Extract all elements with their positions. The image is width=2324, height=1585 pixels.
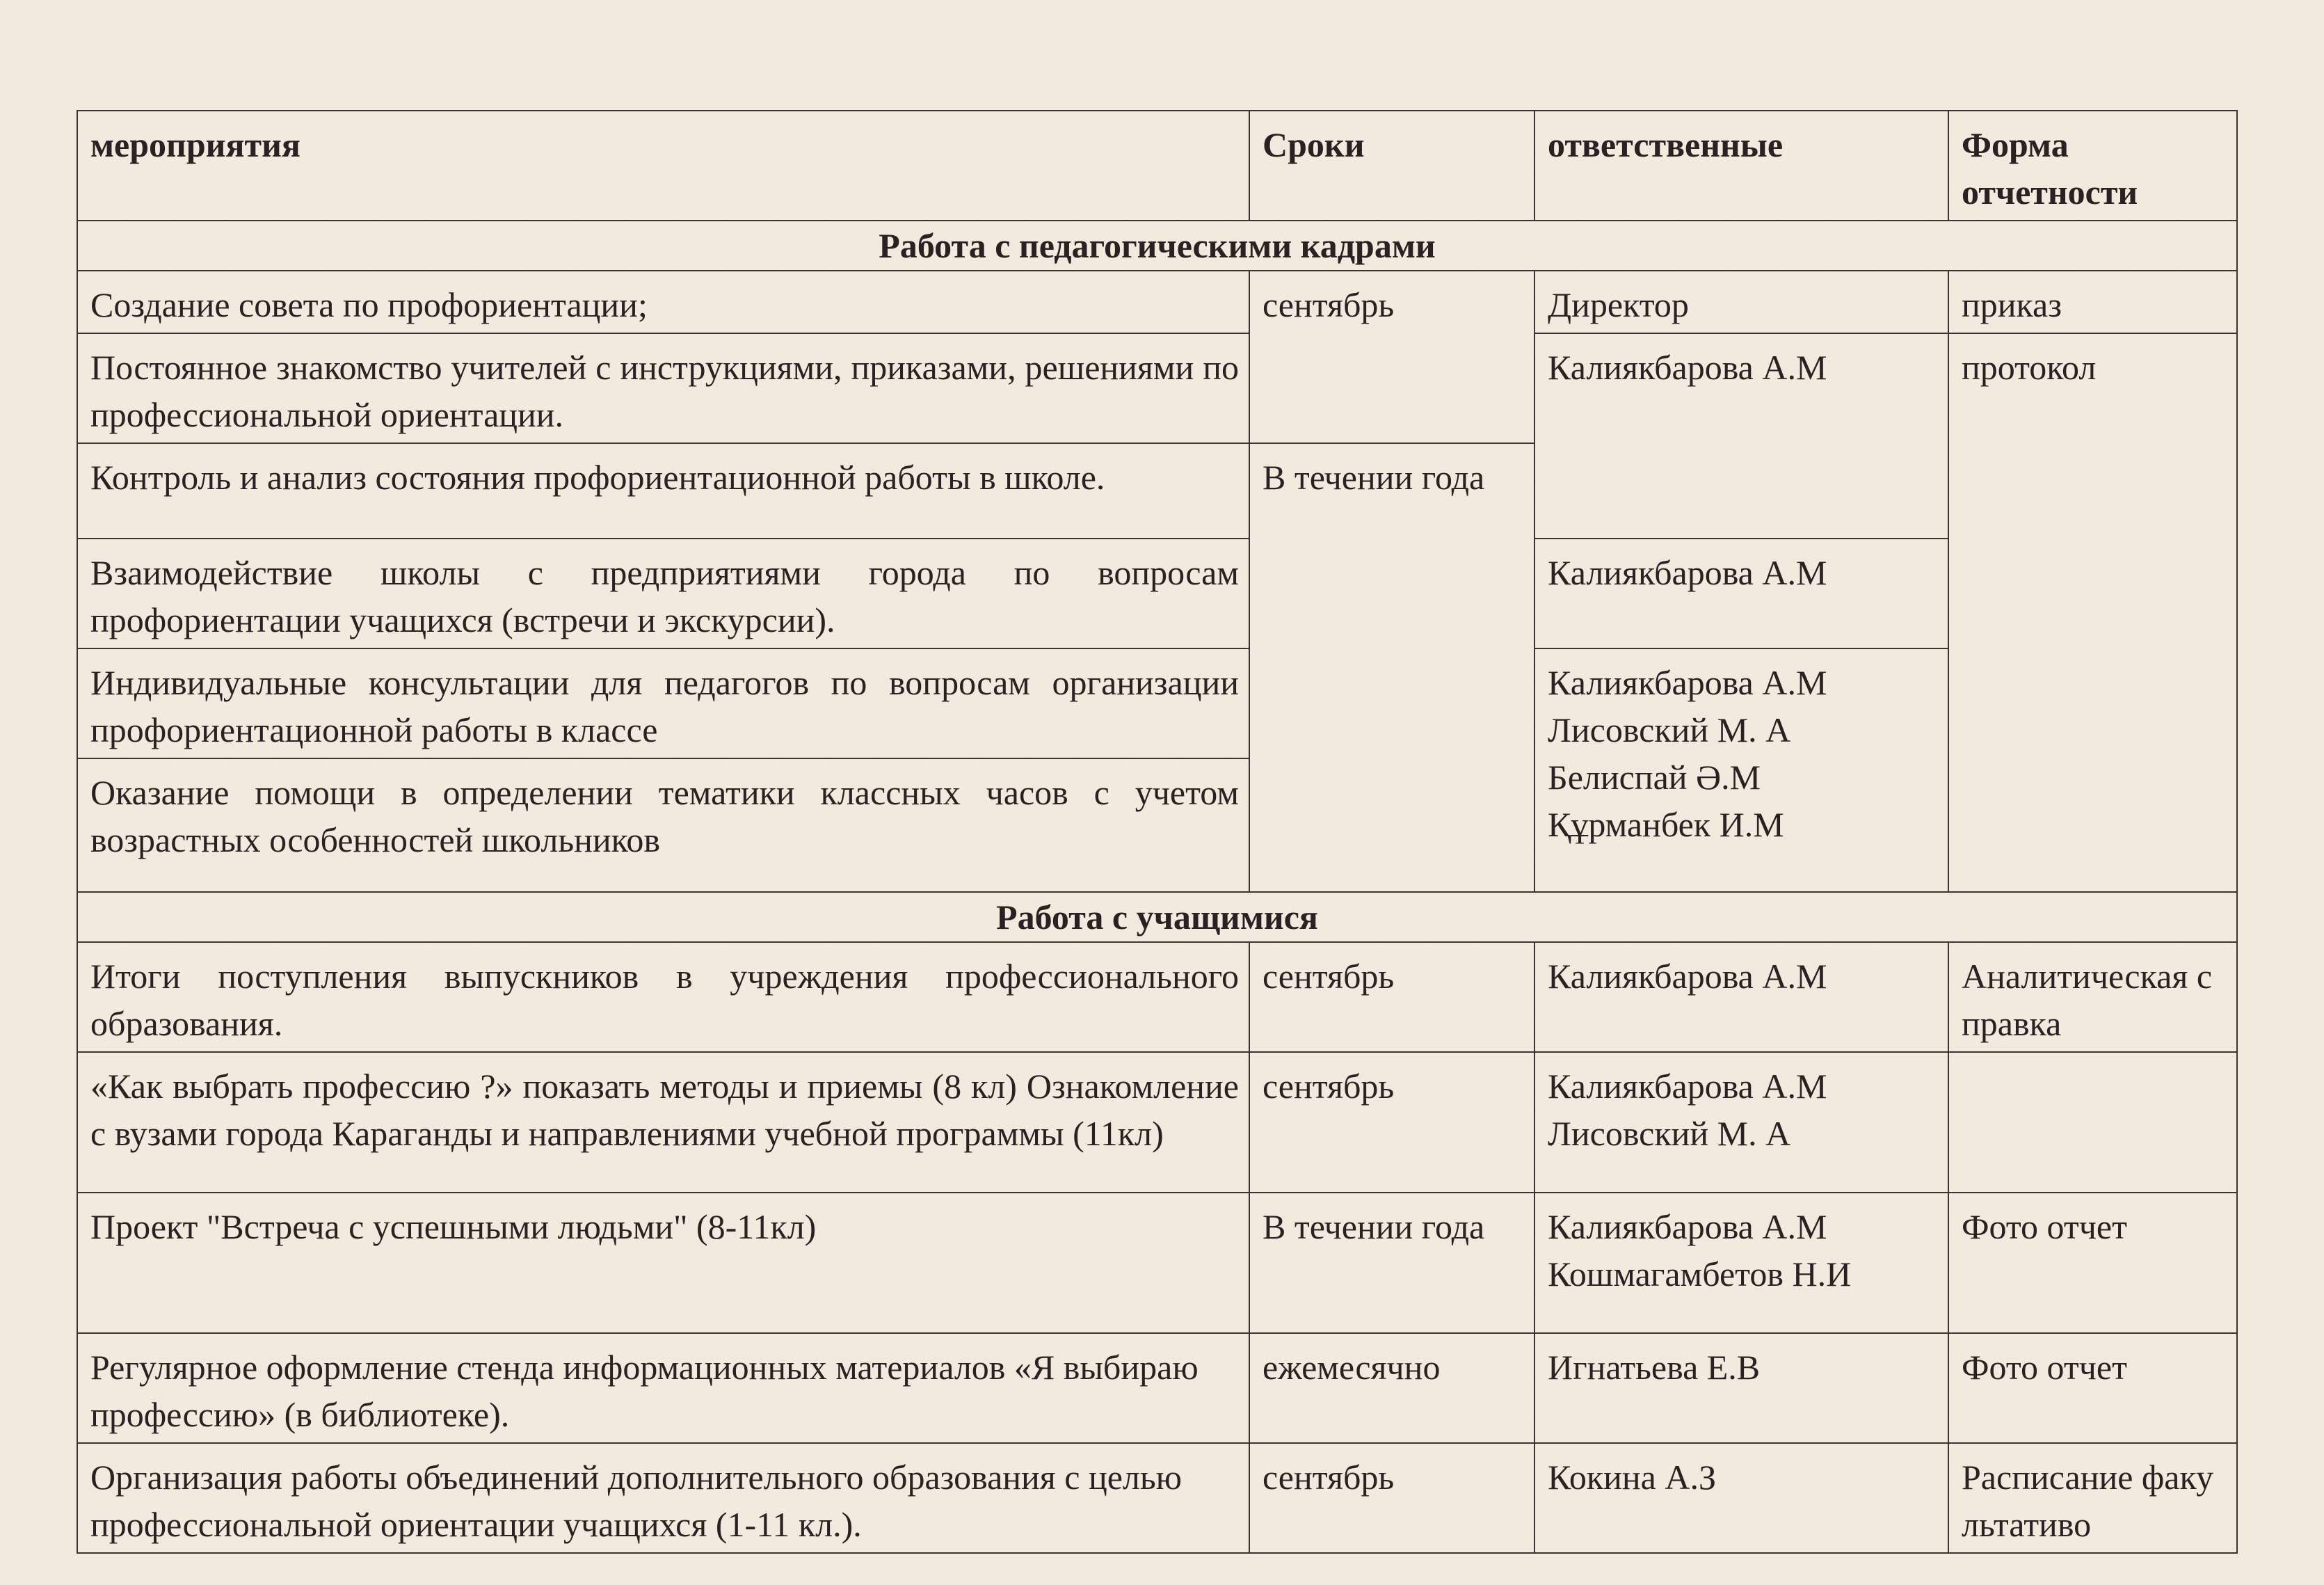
responsible-name: Калиякбарова А.М [1548, 663, 1827, 702]
deadline-cell: ежемесячно [1249, 1333, 1534, 1443]
report-form-cell: Аналитическая справка [1948, 942, 2237, 1052]
activity-cell: Проект "Встреча с успешными людьми" (8-11кл) [77, 1193, 1249, 1333]
table-row [77, 942, 2237, 1052]
report-form-cell: протокол [1948, 333, 2237, 892]
responsible-cell [1534, 648, 1948, 892]
section-title-staff: Работа с педагогическими кадрами [77, 221, 2237, 271]
table-row [77, 271, 2237, 333]
activity-cell: «Как выбрать профессию ?» показать методы и приемы (8 кл) Ознакомление с вузами города Караганды и направлениями учебной программы (11кл) [77, 1052, 1249, 1193]
header-deadlines: Сроки [1249, 111, 1534, 221]
section-title-students: Работа с учащимися [77, 892, 2237, 942]
responsible-cell: Калиякбарова А.М [1534, 539, 1948, 648]
section-heading-row [77, 221, 2237, 271]
responsible-cell: Кокина А.З [1534, 1443, 1948, 1553]
activity-cell: Организация работы объединений дополнительного образования с целью профессиональной ориентации учащихся (1-11 кл.). [77, 1443, 1249, 1553]
deadline-cell: сентябрь [1249, 271, 1534, 443]
activity-cell: Оказание помощи в определении тематики классных часов с учетом возрастных особенностей школьников [77, 758, 1249, 892]
table-row [77, 1333, 2237, 1443]
header-activities: мероприятия [77, 111, 1249, 221]
table-header-row [77, 111, 2237, 221]
deadline-cell: сентябрь [1249, 1443, 1534, 1553]
table-row [77, 539, 2237, 648]
responsible-name: Кошмагамбетов Н.И [1548, 1255, 1852, 1293]
report-form-cell: Расписание факультативо [1948, 1443, 2237, 1553]
table-row [77, 333, 2237, 443]
activity-cell: Постоянное знакомство учителей с инструкциями, приказами, решениями по профессиональной ориентации. [77, 333, 1249, 443]
deadline-cell: сентябрь [1249, 942, 1534, 1052]
responsible-cell: Калиякбарова А.М [1534, 333, 1948, 539]
responsible-name: Лисовский М. А [1548, 1114, 1791, 1153]
responsible-cell: Игнатьева Е.В [1534, 1333, 1948, 1443]
document-page [77, 110, 2236, 1554]
report-form-cell [1948, 1052, 2237, 1193]
deadline-cell: В течении года [1249, 1193, 1534, 1333]
deadline-cell: В течении года [1249, 443, 1534, 892]
report-form-cell: Фото отчет [1948, 1333, 2237, 1443]
responsible-name: Лисовский М. А [1548, 710, 1791, 749]
header-responsible: ответственные [1534, 111, 1948, 221]
activity-cell: Создание совета по профориентации; [77, 271, 1249, 333]
deadline-cell: сентябрь [1249, 1052, 1534, 1193]
activity-cell: Итоги поступления выпускников в учреждения профессионального образования. [77, 942, 1249, 1052]
responsible-cell: Директор [1534, 271, 1948, 333]
responsible-name: Құрманбек И.М [1548, 805, 1784, 844]
section-heading-row [77, 892, 2237, 942]
responsible-cell: Калиякбарова А.М [1534, 942, 1948, 1052]
report-form-cell: Фото отчет [1948, 1193, 2237, 1333]
table-row [77, 1193, 2237, 1333]
table-row [77, 648, 2237, 758]
responsible-cell [1534, 1193, 1948, 1333]
responsible-name: Калиякбарова А.М [1548, 1067, 1827, 1106]
table-row [77, 1443, 2237, 1553]
table-row [77, 1052, 2237, 1193]
career-guidance-plan-table [77, 110, 2238, 1554]
header-report-form: Форма отчетности [1948, 111, 2237, 221]
activity-cell: Регулярное оформление стенда информационных материалов «Я выбираю профессию» (в библиотеке). [77, 1333, 1249, 1443]
activity-cell: Взаимодействие школы с предприятиями города по вопросам профориентации учащихся (встречи и экскурсии). [77, 539, 1249, 648]
responsible-name: Калиякбарова А.М [1548, 1207, 1827, 1246]
responsible-cell [1534, 1052, 1948, 1193]
activity-cell: Индивидуальные консультации для педагогов по вопросам организации профориентационной работы в классе [77, 648, 1249, 758]
responsible-name: Белиспай Ә.М [1548, 758, 1761, 797]
report-form-cell: приказ [1948, 271, 2237, 333]
activity-cell: Контроль и анализ состояния профориентационной работы в школе. [77, 443, 1249, 539]
